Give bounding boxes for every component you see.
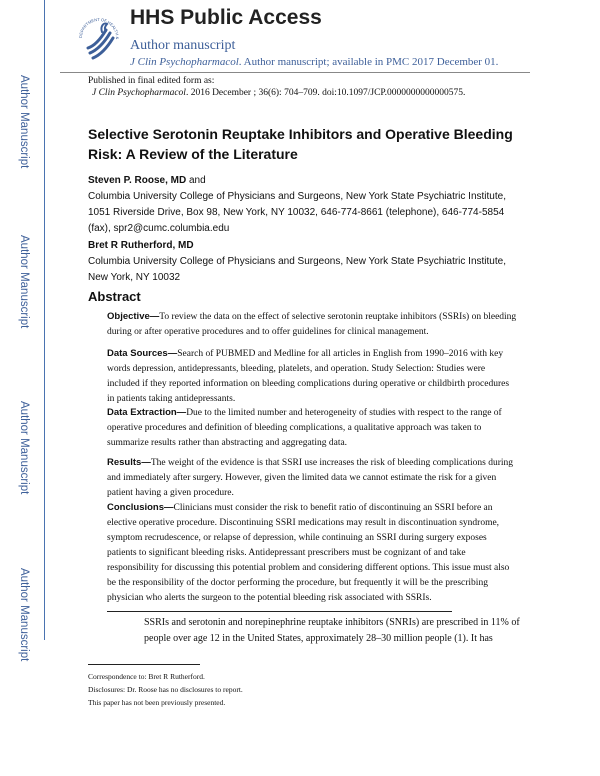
- side-label-author-manuscript: Author Manuscript: [18, 75, 30, 169]
- paper-title: Selective Serotonin Reuptake Inhibitors and Operative Bleeding Risk: A Review of the Literature: [88, 126, 513, 162]
- hhs-public-access-title: HHS Public Access: [130, 6, 322, 29]
- side-label-author-manuscript: Author Manuscript: [18, 401, 30, 495]
- availability-note: . Author manuscript; available in PMC 2017 December 01.: [238, 56, 499, 68]
- journal-availability-line: [130, 56, 498, 68]
- header-divider: [60, 72, 530, 73]
- author-affiliation: Columbia University College of Physicians and Surgeons, New York State Psychiatric Institute, New York, NY 10032: [88, 256, 506, 283]
- journal-name: J Clin Psychopharmacol: [130, 56, 239, 68]
- author-name: Steven P. Roose, MD: [88, 175, 187, 186]
- abstract-heading: Abstract: [88, 289, 141, 304]
- abstract-divider: [107, 611, 452, 612]
- side-label-author-manuscript: Author Manuscript: [18, 568, 30, 662]
- section-text: The weight of the evidence is that SSRI use increases the risk of bleeding complications during and immediately after surgery. However, given the limited data we cannot estimate the risk for a given patient having a given procedure.: [107, 458, 514, 498]
- section-label: Results—: [107, 457, 151, 468]
- abstract-conclusions: [107, 500, 517, 606]
- footnote-presentation: This paper has not been previously presented.: [88, 698, 226, 707]
- published-form-label: Published in final edited form as:: [88, 76, 215, 86]
- section-text: To review the data on the effect of selective serotonin reuptake inhibitors (SSRIs) on bleeding during or after operative procedures and to offer guidelines for clinical management.: [107, 312, 517, 337]
- section-label: Data Sources—: [107, 348, 178, 359]
- body-paragraph: SSRIs and serotonin and norepinephrine reuptake inhibitors (SNRIs) are prescribed in 11% of people over age 12 in the United States, approximately 28–30 million people (1). It has: [144, 617, 520, 644]
- section-label: Data Extraction—: [107, 407, 187, 418]
- hhs-eagle-logo-icon: [76, 12, 122, 64]
- author-manuscript-label: Author manuscript: [130, 38, 236, 53]
- section-text: Due to the limited number and heterogeneity of studies with respect to the range of operative procedures and definition of bleeding complications, a qualitative approach was taken to summarize results rather than abstracting and aggregating data.: [107, 408, 502, 448]
- author-suffix: and: [186, 175, 206, 186]
- logo-seal-text: DEPARTMENT OF HEALTH &: [77, 16, 121, 40]
- section-text: Search of PUBMED and Medline for all articles in English from 1990–2016 with key words depression, antidepressants, bleeding, platelets, and operation. Study Selection: Studies were included if they reported information on bleeding complications during operative or childbirth procedures in patients taking antidepressants.: [107, 349, 510, 404]
- author-affiliation: Columbia University College of Physicians and Surgeons, New York State Psychiatric Institute, 1051 Riverside Drive, Box 98, New York, NY 10032, 646-774-8661 (telephone), 646-774-5854 (fax), spr2@cumc.columbia.edu: [88, 191, 506, 234]
- section-label: Conclusions—: [107, 502, 174, 513]
- abstract-results: [107, 455, 517, 501]
- footnote-divider: [88, 664, 200, 665]
- footnote-correspondence: Correspondence to: Bret R Rutherford.: [88, 672, 205, 681]
- author-block-rutherford: [88, 238, 528, 286]
- abstract-data-sources: [107, 346, 517, 407]
- svg-text:DEPARTMENT OF HEALTH & HUMAN S: [76, 12, 120, 40]
- author-name: Bret R Rutherford, MD: [88, 240, 194, 251]
- footnote-disclosures: Disclosures: Dr. Roose has no disclosures to report.: [88, 685, 243, 694]
- abstract-objective: [107, 309, 517, 340]
- citation-details: . 2016 December ; 36(6): 704–709. doi:10.1097/JCP.0000000000000575.: [185, 88, 466, 98]
- section-label: Objective—: [107, 311, 160, 322]
- side-label-author-manuscript: Author Manuscript: [18, 235, 30, 329]
- citation-journal: J Clin Psychopharmacol: [92, 88, 186, 98]
- section-text: Clinicians must consider the risk to benefit ratio of discontinuing an SSRI before an elective operative procedure. Discontinuing SSRI medications may result in discontinuation syndrome, symptom recrudescence, or relapse of depression, while continuing an SSRI during surgery exposes patients to significant bleeding risks. Antidepressant prescribers must be cognizant of and take responsibility for discussing this potential problem and considering different options. This issue must also be the responsibility of the doctor performing the procedure, but frequently it will be the prescribing physician who alerts the surgeon to the potential bleeding risk associated with SSRIs.: [107, 503, 510, 603]
- side-margin-rule: [44, 0, 45, 640]
- abstract-data-extraction: [107, 405, 517, 451]
- author-block-roose: [88, 173, 528, 237]
- citation-line: [92, 88, 465, 98]
